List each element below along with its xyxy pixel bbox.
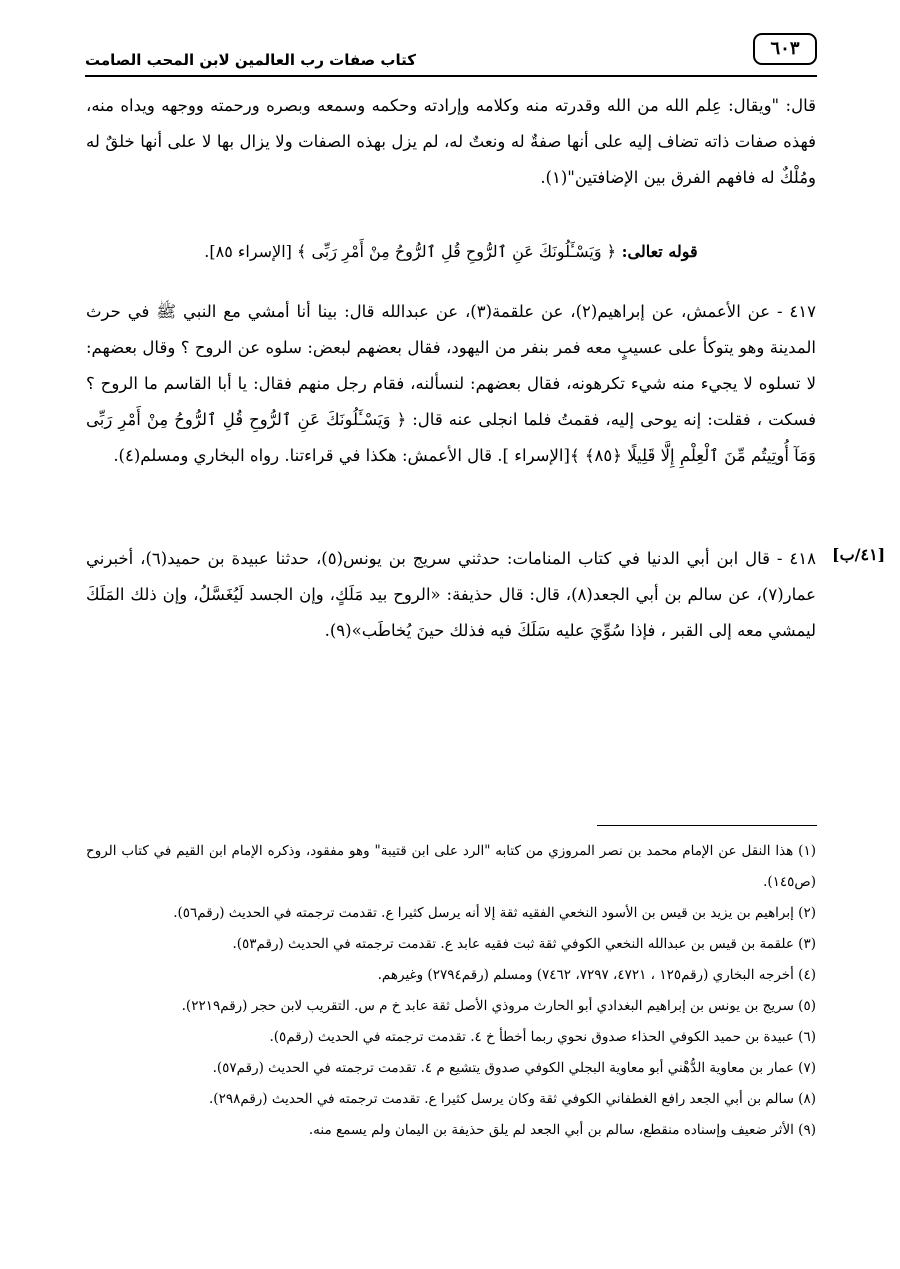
footnote-8: (٨) سالم بن أبي الجعد رافع الغطفاني الكوفي ثقة وكان يرسل كثيرا ع. تقدمت ترجمته في الحديث (رقم٢٩٨). xyxy=(209,1091,816,1107)
footnote-9: (٩) الأثر ضعيف وإسناده منقطع، سالم بن أبي الجعد لم يلق حذيفة بن اليمان ولم يسمع منه. xyxy=(308,1122,816,1138)
footnote-3: (٣) علقمة بن قيس بن عبدالله النخعي الكوفي ثقة ثبت فقيه عابد ع. تقدمت ترجمته في الحديث (رقم٥٣). xyxy=(232,936,816,952)
hadith-417: ٤١٧ - عن الأعمش، عن إبراهيم(٢)، عن علقمة(٣)، عن عبدالله قال: بينا أنا أمشي مع النبي ﷺ في حرث المدينة وهو يتوكأ على عسيبٍ معه فمر بنفر من اليهود، فقال بعضهم لبعض: سلوه عن الروح ؟ وقال بعضهم: لا تسلوه لا يجيء منه شيء تكرهونه، فقال بعضهم: لنسألنه، فقام رجل منهم فقال: يا أبا القاسم ما الروح ؟ فسكت ، فقلت: إنه يوحى إليه، فقمتُ فلما انجلى عنه قال: ﴿ وَيَسْـَٔلُونَكَ عَنِ ٱلرُّوحِ قُلِ ٱلرُّوحُ مِنْ أَمْرِ رَبِّى وَمَآ أُوتِيتُم مِّنَ ٱلْعِلْمِ إِلَّا قَلِيلًا ﴿٨٥﴾ ﴾[الإسراء ]. قال الأعمش: هكذا في قراءتنا. رواه البخاري ومسلم(٤). xyxy=(86,302,816,465)
hadith-418: ٤١٨ - قال ابن أبي الدنيا في كتاب المنامات: حدثني سريج بن يونس(٥)، حدثنا عبيدة بن حميد(٦)، أخبرني عمار(٧)، عن سالم بن أبي الجعد(٨)، قال: قال حذيفة: «الروح بيد مَلَكٍ، وإن الجسد لَيُغَسَّلُ، وإن ذلك المَلَكَ ليمشي معه إلى القبر ، فإذا سُوِّيَ عليه سَلَكَ فيه فذلك حينَ يُخاطَب»(٩). xyxy=(86,549,817,640)
footnotes xyxy=(86,836,816,1146)
verse-heading xyxy=(86,242,816,261)
footnote-6: (٦) عبيدة بن حميد الكوفي الحذاء صدوق نحوي ربما أخطأ خ ٤. تقدمت ترجمته في الحديث (رقم٥). xyxy=(269,1029,816,1045)
header-rule xyxy=(85,75,817,77)
footnote-2: (٢) إبراهيم بن يزيد بن قيس بن الأسود النخعي الفقيه ثقة إلا أنه يرسل كثيرا ع. تقدمت ترجمته في الحديث (رقم٥٦). xyxy=(173,905,816,921)
verse-heading-text: ﴿ وَيَسْـَٔلُونَكَ عَنِ ٱلرُّوحِ قُلِ ٱلرُّوحُ مِنْ أَمْرِ رَبِّى ﴾ [الإسراء ٨٥]. xyxy=(204,242,617,261)
verse-heading-label: قوله تعالى: xyxy=(621,242,698,261)
manuscript-folio-note: [٤١/ب] xyxy=(832,545,886,564)
footnote-1: (١) هذا النقل عن الإمام محمد بن نصر المروزي من كتابه "الرد على ابن قتيبة" وهو مفقود، وذكره الإمام ابن القيم في كتاب الروح (ص١٤٥). xyxy=(86,843,816,890)
footnote-4: (٤) أخرجه البخاري (رقم١٢٥ ، ٤٧٢١، ٧٢٩٧، ٧٤٦٢) ومسلم (رقم٢٧٩٤) وغيرهم. xyxy=(377,967,816,983)
footnote-7: (٧) عمار بن معاوية الدُّهْني أبو معاوية البجلي الكوفي صدوق يتشيع م ٤. تقدمت ترجمته في الحديث (رقم٥٧). xyxy=(212,1060,816,1076)
footnote-5: (٥) سريج بن يونس بن إبراهيم البغدادي أبو الحارث مروذي الأصل ثقة عابد خ م س. التقريب لابن حجر (رقم٢٢١٩). xyxy=(181,998,816,1014)
page-header xyxy=(85,33,817,77)
intro-paragraph: قال: "ويقال: عِلم الله من الله وقدرته منه وكلامه وإرادته وحكمه وسمعه وبصره ورحمته ووجهه ويداه منه، فهذه صفات ذاته تضاف إليه على أنها صفةٌ له ونعتٌ له، لم يزل بهذه الصفات ولا يزال بها لا على أنها خلقٌ له ومُلْكٌ له فافهم الفرق بين الإضافتين"(١). xyxy=(86,96,816,187)
page-number: ٦٠٣ xyxy=(753,33,817,65)
book-title: كتاب صفات رب العالمين لابن المحب الصامت xyxy=(85,51,416,69)
footnote-separator xyxy=(597,825,817,826)
